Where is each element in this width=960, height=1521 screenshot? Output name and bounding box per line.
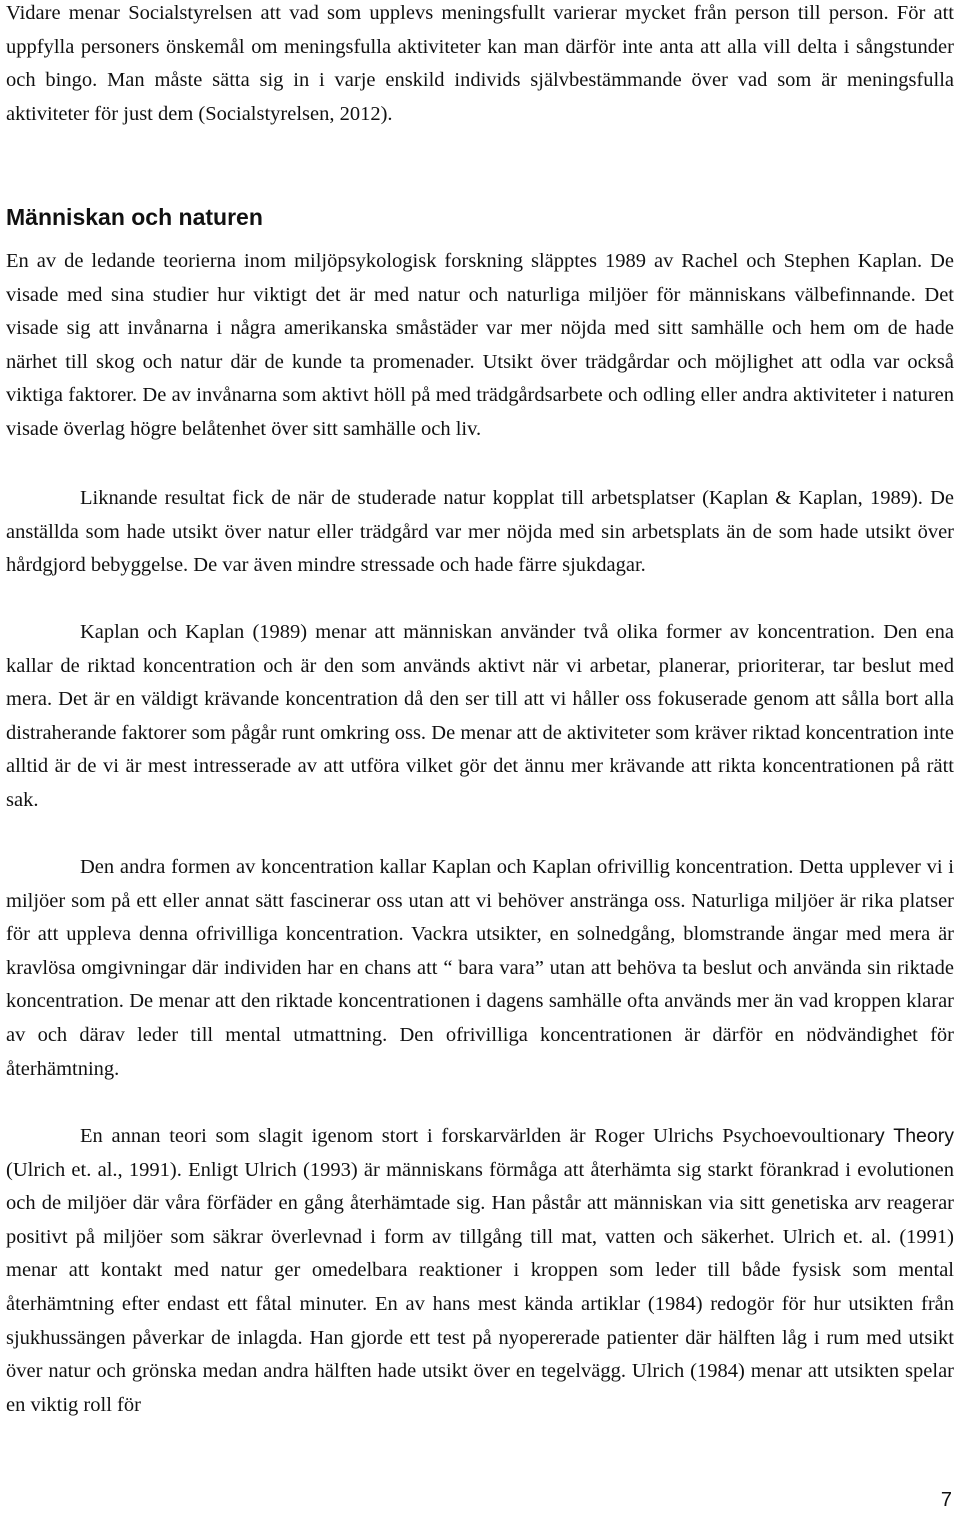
paragraph-ulrich-theory <box>6 1120 954 1422</box>
page-number: 7 <box>940 1489 952 1511</box>
section-heading: Människan och naturen <box>6 204 263 230</box>
paragraph-ulrich-end: (Ulrich et. al., 1991). Enligt Ulrich (1993) är människans förmåga att återhämta sig starkt förankrad i evolutionen och de miljöer där våra förfäder en gång återhämtade sig. Han påstår att människan via sitt genetiska arv reagerar positivt på miljöer som säkrar överlevnad i form av tillgång till mat, vatten och säkerhet. Ulrich et. al. (1991) menar att kontakt med natur ger omedelbara reaktioner i kroppen som leder till både fysisk som mental återhämtning efter endast ett fåtal minuter. En av hans mest kända artiklar (1984) redogör för hur utsikten från sjukhussängen påverkar de inlagda. Han gjorde ett test på nyopererade patienter där hälften låg i rum med utsikt över natur och grönska medan andra hälften hade utsikt över en tegelvägg. Ulrich (1984) menar att utsikten spelar en viktig roll för <box>6 1158 954 1416</box>
paragraph-kaplan-theory: En av de ledande teorierna inom miljöpsykologisk forskning släpptes 1989 av Rachel och Stephen Kaplan. De visade med sina studier hur viktigt det är med natur och naturliga miljöer för människans välbefinnande. Det visade sig att invånarna i några amerikanska småstäder var mer nöjda med sitt samhälle och hem om de hade närhet till skog och natur där de kunde ta promenader. Utsikt över trädgårdar och möjlighet att odla var också viktiga faktorer. De av invånarna som aktivt höll på med trädgårdsarbete och odling eller andra aktiviteter i naturen visade överlag högre belåtenhet över sitt samhälle och liv. <box>6 250 954 440</box>
paragraph-ulrich-start: En annan teori som slagit igenom stort i forskarvärlden är Roger Ulrichs Psychoevoultionar <box>80 1125 875 1147</box>
paragraph-involuntary-concentration: Den andra formen av koncentration kallar Kaplan och Kaplan ofrivillig koncentration. Detta upplever vi i miljöer som på ett eller annat sätt fascinerar oss utan att vi behöver anstränga oss. Naturliga miljöer är rika platser för att uppleva denna ofrivilliga koncentration. Vackra utsikter, en solnedgång, blomstrande ängar med mera är kravlösa omgivningar där individen har en chans att “ bara vara” utan att behöva ta beslut och använda sin riktade koncentration. De menar att den riktade koncentrationen i dagens samhälle ofta används mer än vad kroppen klarar av och därav leder till mental utmattning. Den ofrivilliga koncentrationen är därför en nödvändighet för återhämtning. <box>6 856 954 1080</box>
intro-paragraph: Vidare menar Socialstyrelsen att vad som upplevs meningsfullt varierar mycket från person till person. För att uppfylla personers önskemål om meningsfulla aktiviteter kan man därför inte anta att alla vill delta i sångstunder och bingo. Man måste sätta sig in i varje enskild individs självbestämmande över vad som är meningsfulla aktiviteter för just dem (Socialstyrelsen, 2012). <box>6 2 954 125</box>
paragraph-ulrich-sans-fragment: y Theory <box>874 1125 954 1147</box>
paragraph-two-concentration-forms: Kaplan och Kaplan (1989) menar att människan använder två olika former av koncentration. Den ena kallar de riktad koncentration och är den som används aktivt när vi arbetar, planerar, prioriterar, tar beslut med mera. Det är en väldigt krävande koncentration då den ser till att vi håller oss fokuserade genom att sålla bort alla distraherande faktorer som pågår runt omkring oss. De menar att de aktiviteter som kräver riktad koncentration inte alltid är de vi är mest intresserade av att utföra vilket gör det ännu mer krävande att rikta koncentrationen på rätt sak. <box>6 621 954 811</box>
paragraph-workplace-results: Liknande resultat fick de när de studerade natur kopplat till arbetsplatser (Kaplan & Kaplan, 1989). De anställda som hade utsikt över natur eller trädgård var mer nöjda med sin arbetsplats än de som hade utsikt över hårdgjord bebyggelse. De var även mindre stressade och hade färre sjukdagar. <box>6 487 954 577</box>
